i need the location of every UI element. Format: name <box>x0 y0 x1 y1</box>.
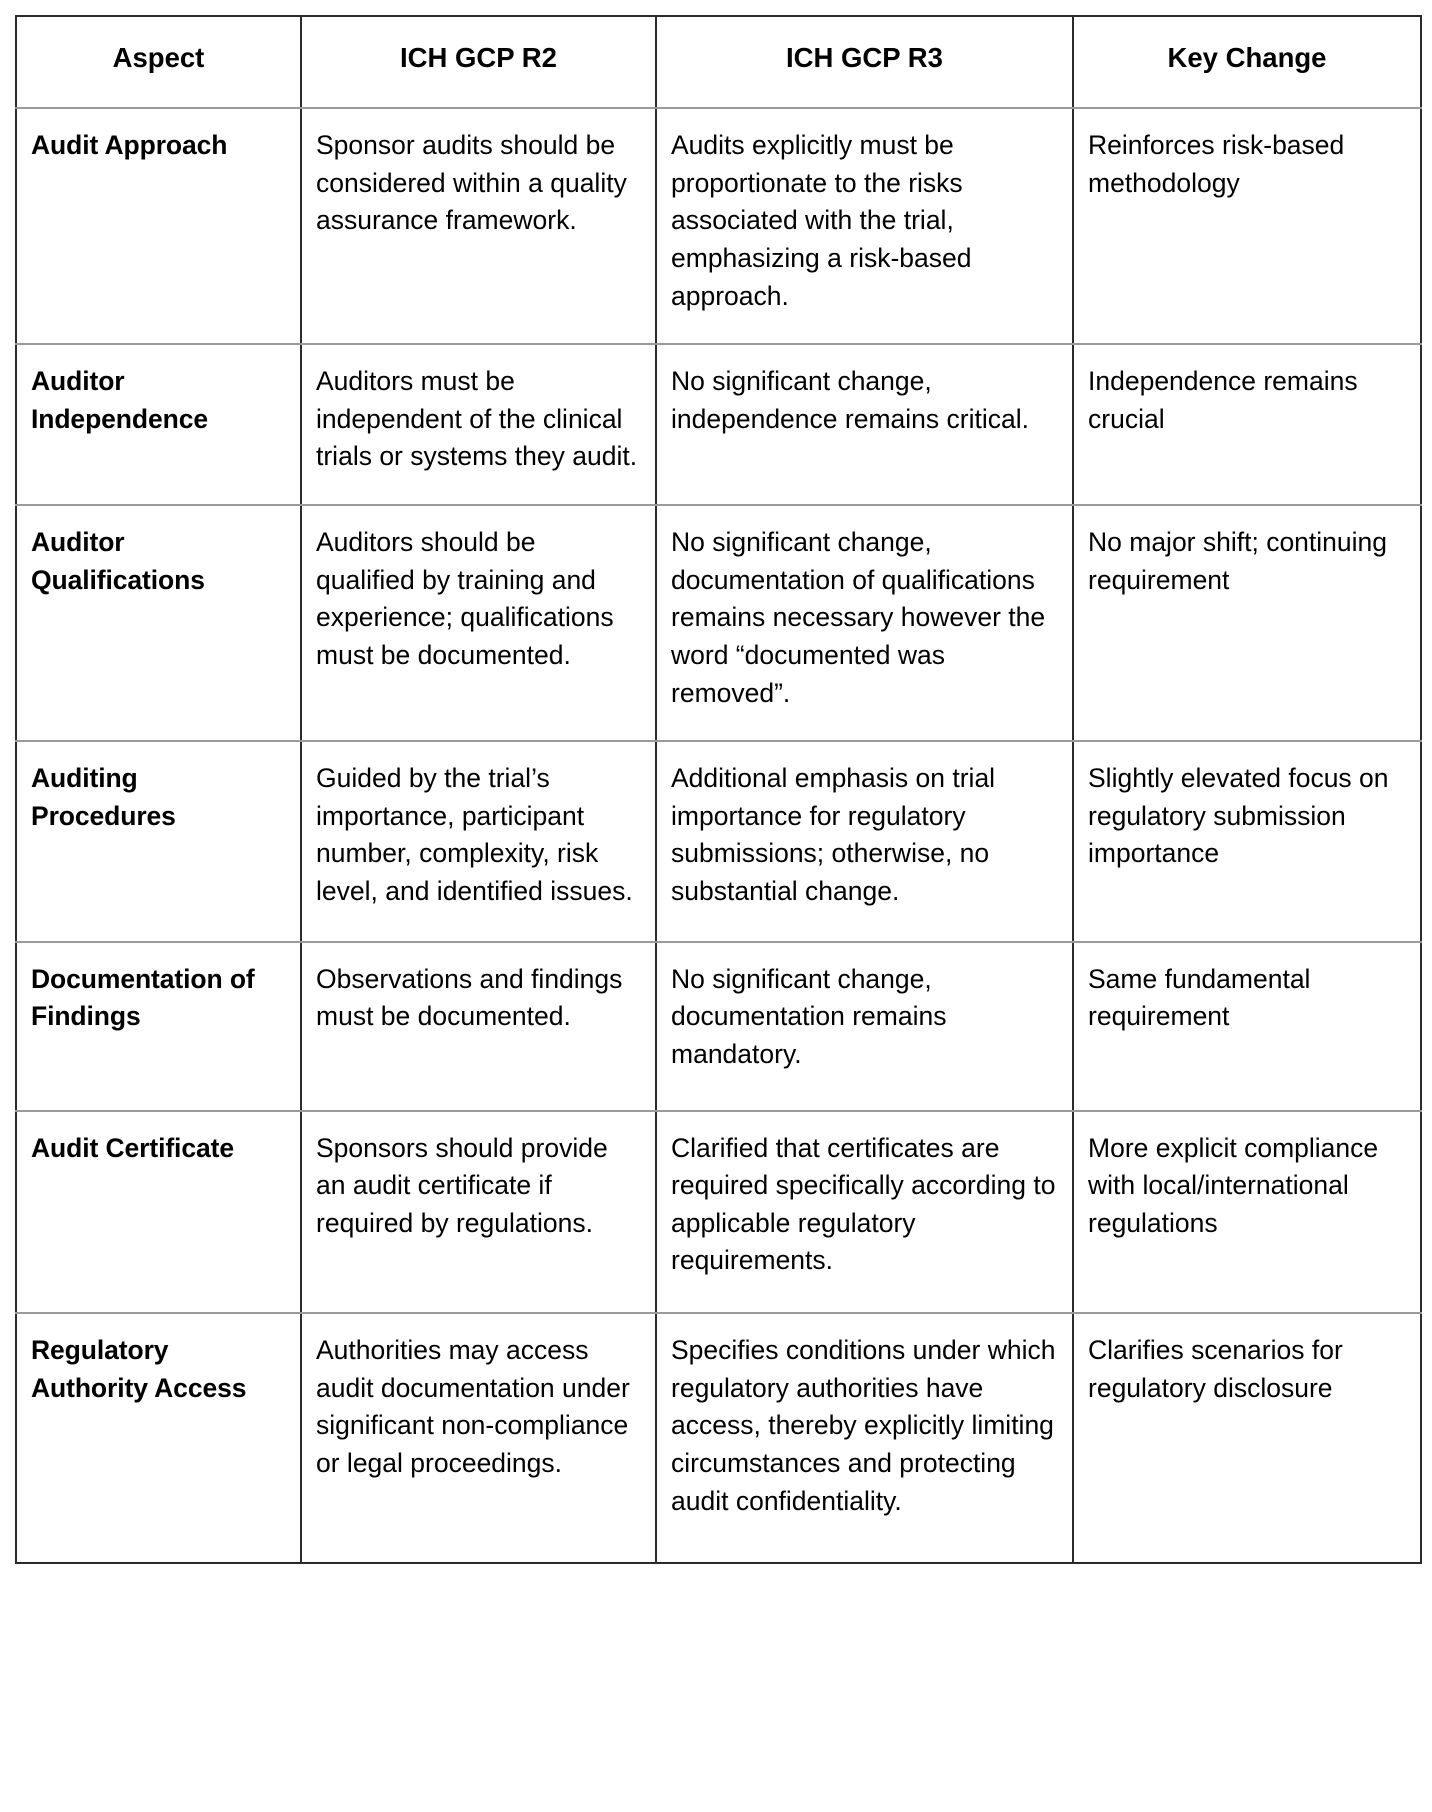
cell-key-change: More explicit compliance with local/international regulations <box>1073 1111 1421 1314</box>
table-body <box>16 108 1421 1563</box>
cell-r3: Additional emphasis on trial importance for regulatory submissions; otherwise, no substantial change. <box>656 741 1073 942</box>
cell-r2: Sponsors should provide an audit certificate if required by regulations. <box>301 1111 656 1314</box>
table-row <box>16 1313 1421 1563</box>
table-row <box>16 344 1421 505</box>
column-header-ich-gcp-r3: ICH GCP R3 <box>656 16 1073 108</box>
cell-key-change: Independence remains crucial <box>1073 344 1421 505</box>
table-row <box>16 942 1421 1111</box>
table-row <box>16 505 1421 741</box>
cell-r3: Specifies conditions under which regulatory authorities have access, thereby explicitly limiting circumstances and protecting audit confidentiality. <box>656 1313 1073 1563</box>
cell-aspect: Audit Approach <box>16 108 301 344</box>
cell-aspect: Auditing Procedures <box>16 741 301 942</box>
table-row <box>16 1111 1421 1314</box>
cell-aspect: Audit Certificate <box>16 1111 301 1314</box>
cell-r2: Authorities may access audit documentation under significant non-compliance or legal proceedings. <box>301 1313 656 1563</box>
table-header <box>16 16 1421 108</box>
cell-r3: Audits explicitly must be proportionate to the risks associated with the trial, emphasizing a risk-based approach. <box>656 108 1073 344</box>
cell-aspect: Regulatory Authority Access <box>16 1313 301 1563</box>
cell-aspect: Documentation of Findings <box>16 942 301 1111</box>
cell-r3: No significant change, documentation remains mandatory. <box>656 942 1073 1111</box>
cell-r3: No significant change, documentation of qualifications remains necessary however the word “documented was removed”. <box>656 505 1073 741</box>
cell-key-change: Clarifies scenarios for regulatory disclosure <box>1073 1313 1421 1563</box>
cell-r2: Observations and findings must be documented. <box>301 942 656 1111</box>
cell-r3: No significant change, independence remains critical. <box>656 344 1073 505</box>
cell-r2: Auditors must be independent of the clinical trials or systems they audit. <box>301 344 656 505</box>
cell-r3: Clarified that certificates are required specifically according to applicable regulatory requirements. <box>656 1111 1073 1314</box>
cell-key-change: Reinforces risk-based methodology <box>1073 108 1421 344</box>
cell-r2: Guided by the trial’s importance, participant number, complexity, risk level, and identified issues. <box>301 741 656 942</box>
column-header-aspect: Aspect <box>16 16 301 108</box>
column-header-ich-gcp-r2: ICH GCP R2 <box>301 16 656 108</box>
cell-r2: Auditors should be qualified by training and experience; qualifications must be documented. <box>301 505 656 741</box>
table-header-row <box>16 16 1421 108</box>
cell-key-change: No major shift; continuing requirement <box>1073 505 1421 741</box>
column-header-key-change: Key Change <box>1073 16 1421 108</box>
cell-aspect: Auditor Qualifications <box>16 505 301 741</box>
cell-aspect: Auditor Independence <box>16 344 301 505</box>
cell-r2: Sponsor audits should be considered within a quality assurance framework. <box>301 108 656 344</box>
table-row <box>16 108 1421 344</box>
comparison-table <box>15 15 1422 1564</box>
cell-key-change: Same fundamental requirement <box>1073 942 1421 1111</box>
table-row <box>16 741 1421 942</box>
cell-key-change: Slightly elevated focus on regulatory submission importance <box>1073 741 1421 942</box>
